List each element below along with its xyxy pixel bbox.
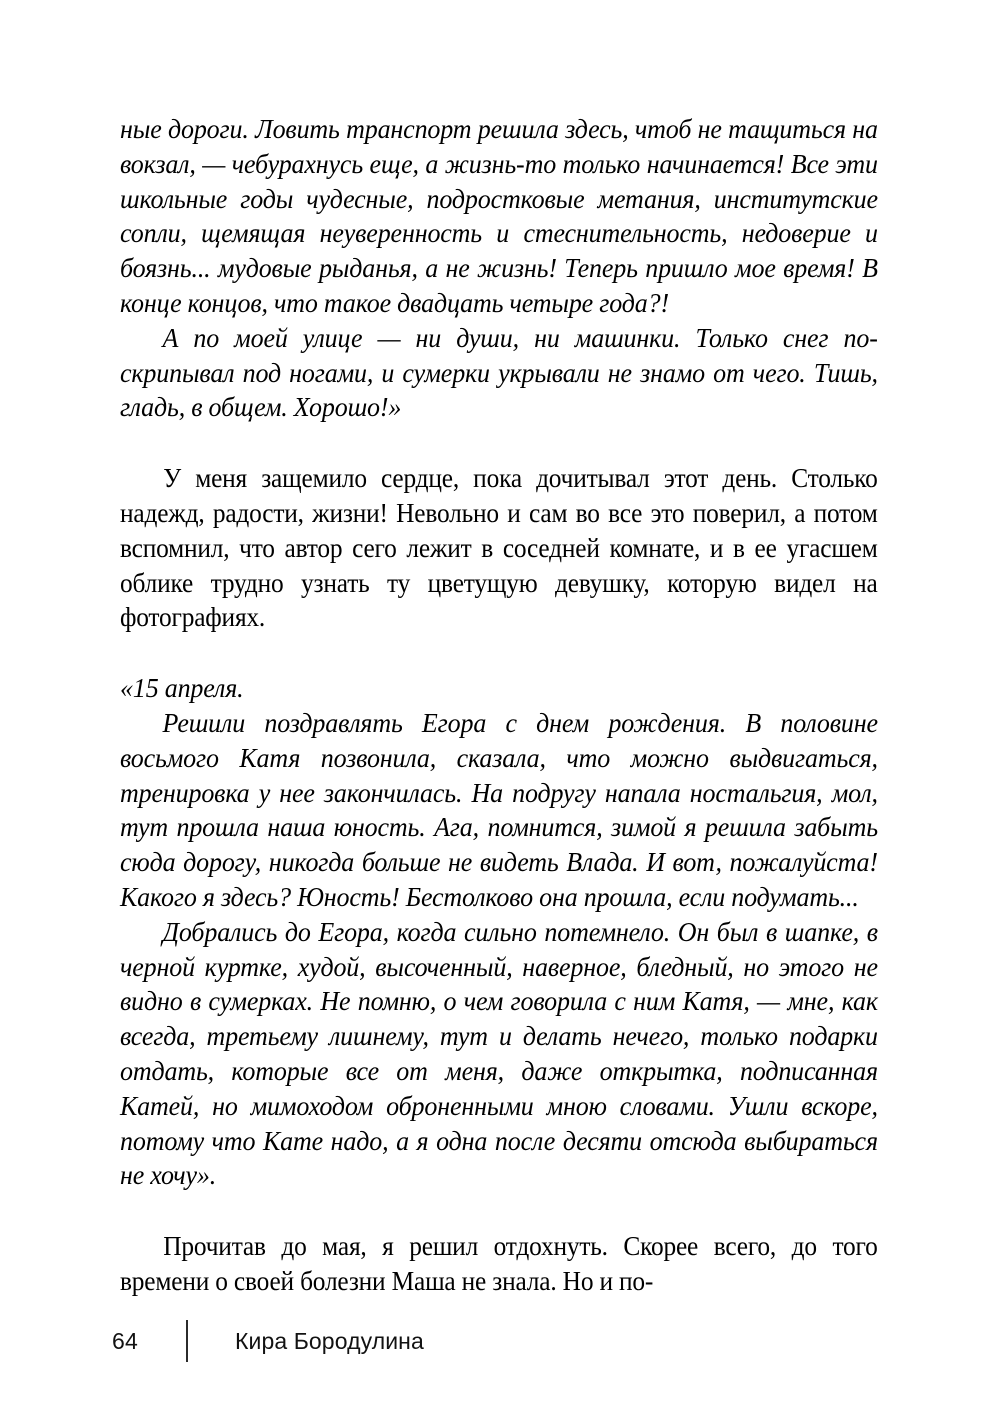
diary-paragraph: ные дороги. Ловить транспорт решила здесь, чтоб не тащиться на вокзал, — чебурахнусь еще, а жизнь-то только начинается! Все эти школьные годы чудесные, подростковые метания, институтские сопли, щемящая неуверенность и стеснительность, недоверие и боязнь... мудовые рыданья, а не жизнь! Теперь пришло мое время! В конце концов, что такое двадцать четыре года?! bbox=[120, 113, 878, 318]
block-spacer bbox=[120, 635, 878, 671]
diary-paragraph: Добрались до Егора, когда сильно потемнело. Он был в шапке, в черной куртке, худой, высоченный, наверное, бледный, но этого не видно в сумерках. Не помню, о чем говорила с ним Катя, — мне, как всегда, третьему лишнему, тут и делать нечего, только подарки отдать, которые все от меня, даже открытка, подписанная Катей, но мимоходом оброненными мною словами. Ушли вскоре, потому что Кате надо, а я одна после десяти отсюда выбираться не хочу». bbox=[120, 915, 878, 1191]
page-number: 64 bbox=[112, 1327, 138, 1354]
diary-entry-april15-block bbox=[120, 671, 878, 1193]
diary-paragraph: А по моей улице — ни души, ни машинки. Только снег поскрипывал под ногами, и сумерки укрывали не знамо от чего. Тишь, гладь, в общем. Хорошо!» bbox=[120, 321, 878, 423]
diary-entry-continued-block bbox=[120, 112, 878, 425]
narration-block-two bbox=[120, 1229, 878, 1299]
narration-paragraph: У меня защемило сердце, пока дочитывал этот день. Столько надежд, радости, жизни! Невольно и сам во все это поверил, а потом вспомнил, что автор сего лежит в соседней комнате, и в ее угасшем облике трудно узнать ту цветущую девушку, которую видел на фотографиях. bbox=[120, 463, 878, 633]
block-spacer bbox=[120, 1193, 878, 1229]
diary-paragraph: Решили поздравлять Егора с днем рождения. В половине восьмого Катя позвонила, сказала, что можно выдвигаться, тренировка у нее закончилась. На подругу напала ностальгия, мол, тут прошла наша юность. Ага, помнится, зимой я решила забыть сюда дорогу, никогда больше не видеть Влада. И вот, пожалуйста! Какого я здесь? Юность! Бестолково она прошла, если подумать... bbox=[120, 706, 878, 912]
block-spacer bbox=[120, 425, 878, 461]
page-footer bbox=[112, 1315, 892, 1367]
author-name: Кира Бородулина bbox=[235, 1327, 424, 1354]
narration-paragraph: Прочитав до мая, я решил отдохнуть. Скорее всего, до того времени о своей болезни Маша не знала. Но и по- bbox=[120, 1231, 878, 1296]
diary-date-line: «15 апреля. bbox=[120, 672, 244, 704]
footer-divider bbox=[186, 1320, 188, 1362]
narration-block-one bbox=[120, 461, 878, 635]
text-column bbox=[120, 112, 878, 1299]
